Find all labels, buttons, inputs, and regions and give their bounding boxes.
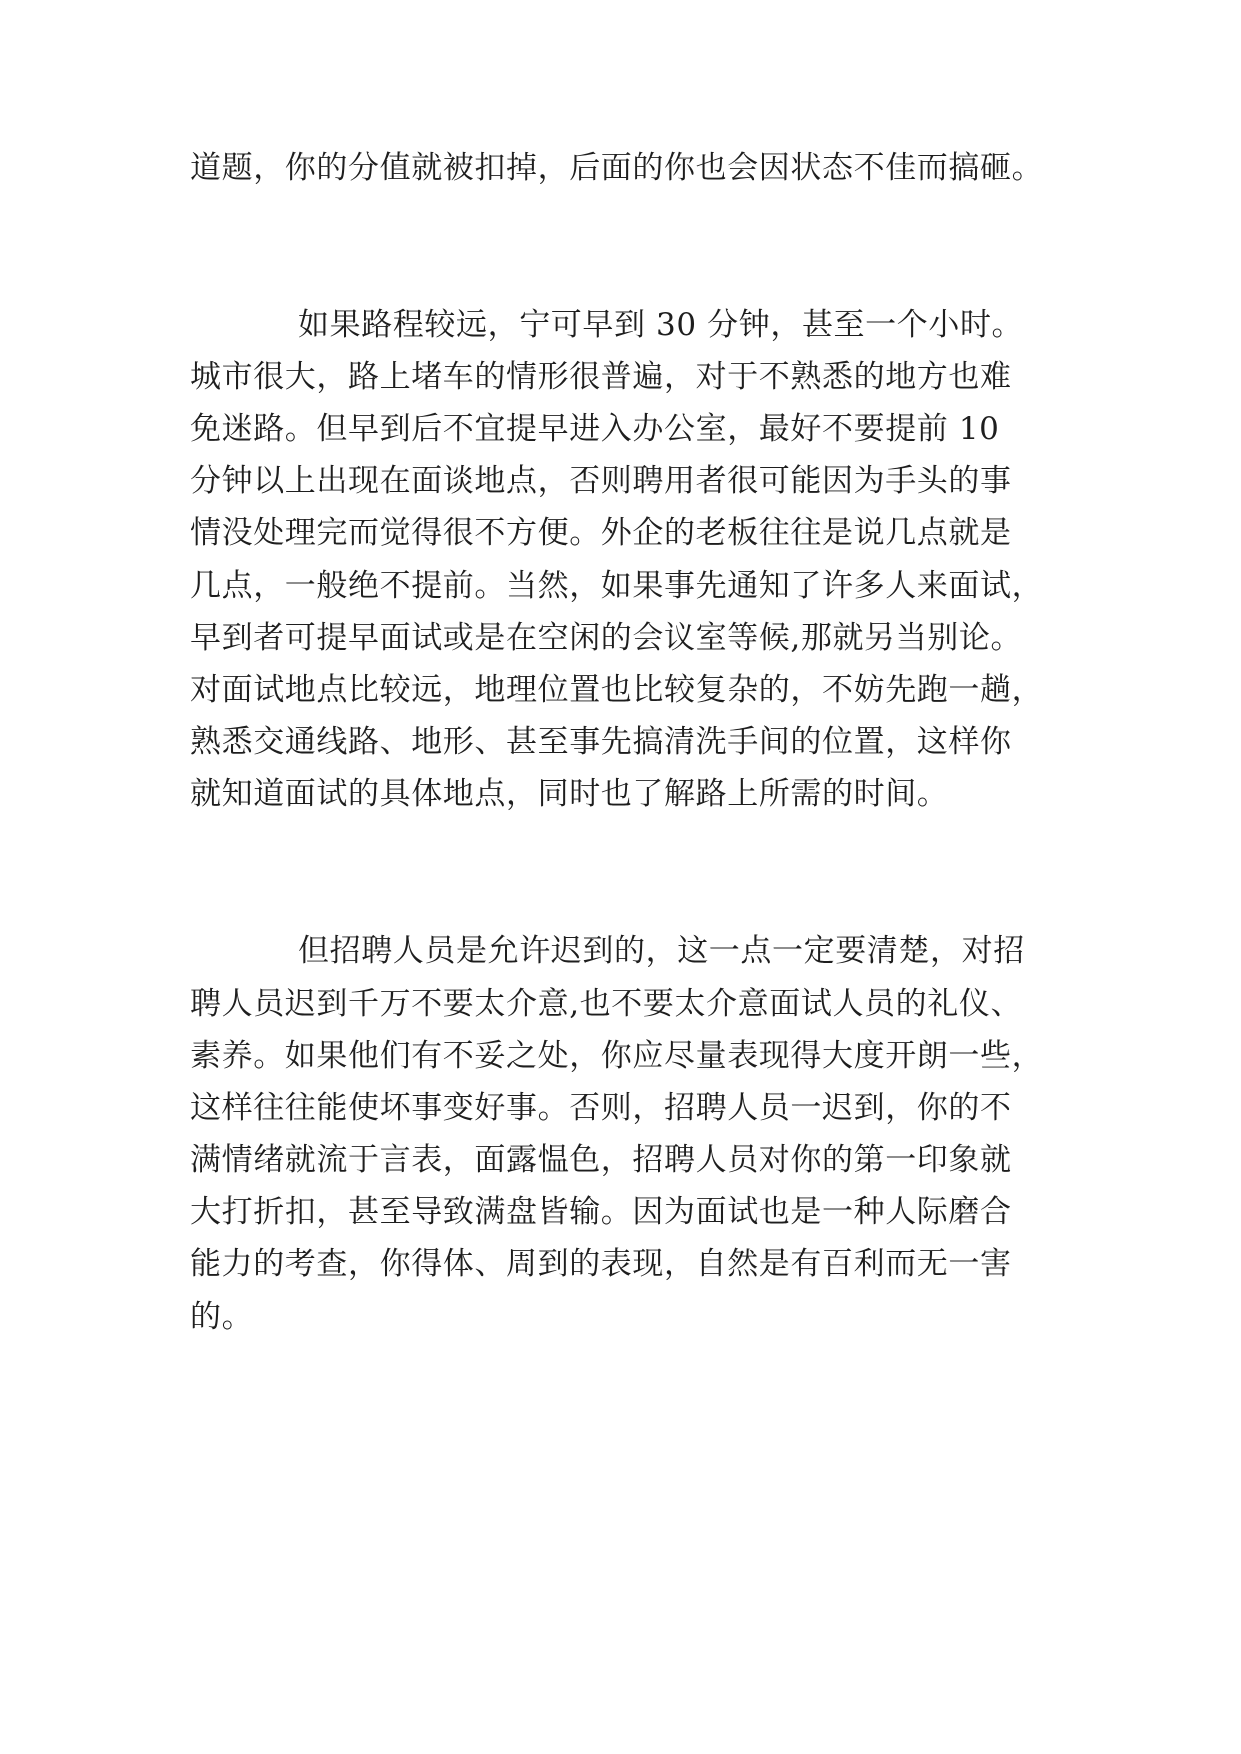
paragraph-2-line-6: 大打折扣，甚至导致满盘皆输。因为面试也是一种人际磨合 bbox=[190, 1194, 1012, 1230]
paragraph-1-line-4: 分钟以上出现在面谈地点，否则聘用者很可能因为手头的事 bbox=[190, 463, 1012, 499]
paragraph-2-line-1: 但招聘人员是允许迟到的，这一点一定要清楚，对招 bbox=[298, 933, 1025, 969]
paragraph-1-line-6: 几点，一般绝不提前。当然，如果事先通知了许多人来面试， bbox=[190, 568, 1044, 604]
paragraph-1-line-9: 熟悉交通线路、地形、甚至事先搞清洗手间的位置，这样你 bbox=[190, 724, 1012, 760]
paragraph-1-line-8: 对面试地点比较远，地理位置也比较复杂的，不妨先跑一趟， bbox=[190, 672, 1044, 708]
paragraph-2-line-8: 的。 bbox=[190, 1299, 254, 1335]
paragraph-1-line-10: 就知道面试的具体地点，同时也了解路上所需的时间。 bbox=[190, 776, 949, 812]
paragraph-2-line-5: 满情绪就流于言表，面露愠色，招聘人员对你的第一印象就 bbox=[190, 1142, 1012, 1178]
paragraph-1-line-3: 免迷路。但早到后不宜提早进入办公室，最好不要提前 10 bbox=[190, 411, 1000, 447]
paragraph-2-line-2: 聘人员迟到千万不要太介意,也不要太介意面试人员的礼仪、 bbox=[190, 986, 1023, 1022]
paragraph-2-line-4: 这样往往能使坏事变好事。否则，招聘人员一迟到，你的不 bbox=[190, 1090, 1012, 1126]
paragraph-1-line-2: 城市很大，路上堵车的情形很普遍，对于不熟悉的地方也难 bbox=[190, 359, 1012, 395]
paragraph-2-line-7: 能力的考查，你得体、周到的表现，自然是有百利而无一害 bbox=[190, 1246, 1012, 1282]
paragraph-2-line-3: 素养。如果他们有不妥之处，你应尽量表现得大度开朗一些， bbox=[190, 1038, 1044, 1074]
paragraph-fragment-line-1: 道题，你的分值就被扣掉，后面的你也会因状态不佳而搞砸。 bbox=[190, 150, 1044, 186]
paragraph-1-line-1: 如果路程较远，宁可早到 30 分钟，甚至一个小时。 bbox=[298, 307, 1024, 343]
paragraph-1-line-7: 早到者可提早面试或是在空闲的会议室等候,那就另当别论。 bbox=[190, 620, 1023, 656]
paragraph-1-line-5: 情没处理完而觉得很不方便。外企的老板往往是说几点就是 bbox=[190, 515, 1012, 551]
